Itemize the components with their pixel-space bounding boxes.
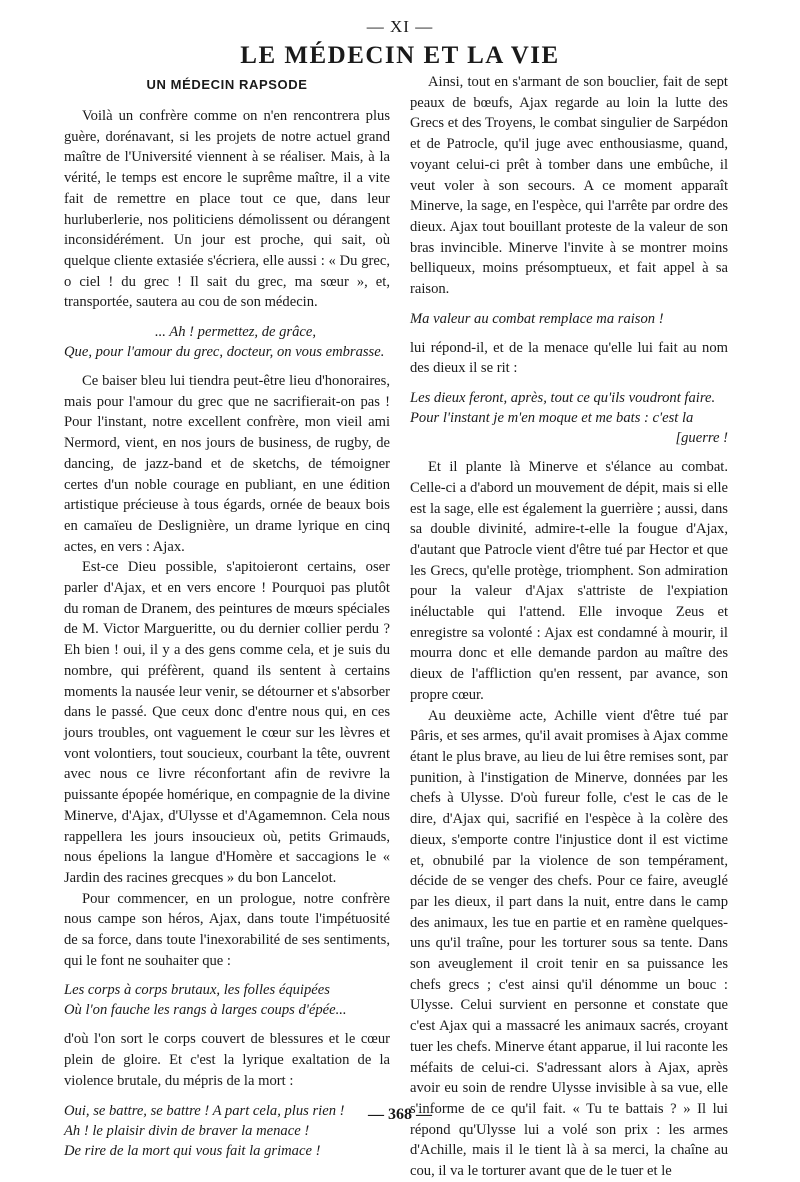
paragraph: Voilà un confrère comme on n'en rencontrera plus guère, dorénavant, si les projets de notre actuel grand maître de l'Université viennent à se réaliser. Mais, à la vérité, le temps est encore le suprême maître, il a vite fait de remettre en place tout ce que, dans leur hurluberlerie, nos politiciens démolissent ou dérangent inconsidérément. Un jour est proche, qui sait, où quelque cliente extasiée s'écriera, elle aussi : « Du grec, o ciel ! du grec ! Il sait du grec, ma sœur », et, transportée, sautera au cou de son médecin. bbox=[64, 108, 390, 311]
verse-line: Oui, se battre, se battre ! A part cela, plus rien ! bbox=[64, 1102, 345, 1119]
section-title: UN MÉDECIN RAPSODE bbox=[146, 77, 308, 92]
verse-line: Les corps à corps brutaux, les folles équipées bbox=[64, 982, 330, 999]
page-footer-number: — 368 — bbox=[368, 1106, 432, 1123]
paragraph: Est-ce Dieu possible, s'apitoieront certains, oser parler d'Ajax, et en vers encore ! Pourquoi pas plutôt du roman de Dranem, des peintures de mœurs spéciales de M. Victor Margueritte, ou du dernier collier perdu ? Eh bien ! oui, il y a des gens comme cela, et je suis du nombre, qui préfèrent, quand ils sentent à certains moments la nausée leur venir, se détourner et s'absorber dans le passé. Que ceux donc d'entre nous qui, en ces jours troubles, ont vaguement le cœur sur les lèvres et vont volontiers, tout soucieux, courbant la tête, ouvrent avec nous ce livre réconfortant afin de revivre la puissante épopée homérique, en compagnie de la divine Minerve, d'Ajax, d'Ulysse et d'Agamemnon. Cela nous rappellera les jours insoucieux où, petits Grimauds, nous épelions la langue d'Homère et saccagions le « Jardin des racines grecques » du bon Lancelot. bbox=[64, 559, 390, 886]
verse-line: [guerre ! bbox=[675, 430, 728, 447]
verse-line: ... Ah ! permettez, de grâce, bbox=[154, 324, 316, 341]
verse-quote bbox=[410, 388, 728, 448]
verse-line: De rire de la mort qui vous fait la grimace ! bbox=[64, 1142, 321, 1159]
verse-quote bbox=[410, 309, 728, 329]
verse-quote bbox=[64, 322, 390, 362]
page-title: LE MÉDECIN ET LA VIE bbox=[240, 42, 560, 69]
paragraph: Pour commencer, en un prologue, notre confrère nous campe son héros, Ajax, dans toute l'impétuosité de sa force, dans toute l'inexorabilité de ses sentiments, qui le font ne souhaiter que : bbox=[64, 890, 390, 969]
verse-line: Que, pour l'amour du grec, docteur, on vous embrasse. bbox=[64, 344, 385, 361]
page-header-number: — XI — bbox=[366, 17, 434, 36]
paragraph: Ainsi, tout en s'armant de son bouclier, fait de sept peaux de bœufs, Ajax regarde au loin la lutte des Grecs et des Troyens, le combat singulier de Sarpédon et de Patrocle, qu'il juge avec enthousiasme, quand, voyant celui-ci prêt à tomber dans une embûche, il veut voler à son secours. A ce moment apparaît Minerve, la sage, en l'espèce, qui l'arrête par ordre des dieux. Ajax tout bouillant proteste de la valeur de son bras invincible. Minerve l'invite à se montrer moins belliqueux, moins présomptueux, et fait appel à sa raison. bbox=[410, 74, 728, 298]
left-column bbox=[64, 106, 390, 1161]
paragraph: d'où l'on sort le corps couvert de blessures et le cœur plein de gloire. Et c'est la lyrique exaltation de la violence brutale, du mépris de la mort : bbox=[64, 1031, 390, 1089]
paragraph: Au deuxième acte, Achille vient d'être tué par Pâris, et ses armes, qu'il avait promises à Ajax comme étant le plus brave, au lieu de lui être remises sont, par punition, à l'instigation de Minerve, données par les chefs à Ulysse. D'où fureur folle, c'est le cas de le dire, d'Ajax qui, sacrifié en l'espèce à la colère des dieux, s'emporte contre l'injustice dont il est victime et, obnubilé par la violence de son tempérament, décide de se venger des chefs. Pour ce faire, aveuglé par les dieux, il part dans la nuit, entre dans le camp des animaux, les tue en partie et en ramène quelques-uns qu'il traîne, pour les torturer sous sa tente. Dans son aveuglement il croit tenir en sa puissance les chefs grecs ; c'est ainsi qu'il dénomme un bouc : Ulysse. Celui survient en personne et constate que c'est Ajax qui a massacré les animaux sacrés, croyant tuer les chefs. Minerve étant apparue, il lui raconte les méfaits de celui-ci. S'adressant alors à Ajax, après avoir eu soin de rendre Ulysse invisible à sa vue, elle s'informe de ce qu'il fait. « Tu te battais ? » Il lui répond qu'Ulysse lui a volé son prix : les armes d'Achille, mais il le tient là à sa merci, la chaîne au cou, il va le torturer avant que de le tuer et le bbox=[410, 707, 728, 1180]
verse-line: Ma valeur au combat remplace ma raison ! bbox=[410, 310, 664, 327]
verse-line: Où l'on fauche les rangs à larges coups d'épée... bbox=[64, 1002, 347, 1019]
paragraph: lui répond-il, et de la menace qu'elle lui fait au nom des dieux il se rit : bbox=[410, 339, 728, 377]
verse-line: Les dieux feront, après, tout ce qu'ils voudront faire. bbox=[410, 390, 716, 407]
verse-line: Pour l'instant je m'en moque et me bats : c'est la bbox=[410, 410, 694, 427]
verse-line: Ah ! le plaisir divin de braver la menace ! bbox=[64, 1122, 310, 1139]
right-column bbox=[410, 72, 728, 1182]
paragraph: Ce baiser bleu lui tiendra peut-être lieu d'honoraires, mais pour l'amour du grec que ne sacrifierait-on pas ! Pour l'instant, notre excellent confrère, mon vieil ami Nermord, vient, en nos jours de business, de rugby, de dancing, de jazz-band et de sketchs, de témoigner certes d'un noble courage en publiant, en une édition artistique précieuse à tous égards, ornée de beaux bois en camaïeu de Deslignière, un drame lyrique en cinq actes, en vers : Ajax. bbox=[64, 373, 390, 555]
verse-quote bbox=[64, 980, 390, 1020]
paragraph: Et il plante là Minerve et s'élance au combat. Celle-ci a d'abord un mouvement de dépit, mais si elle est la sage, elle est également la guerrière ; aussi, dans sa double divinité, admire-t-elle la fougue d'Ajax, d'autant que Patrocle vient d'être tué par Hector et que les Grecs, qu'elle protège, triomphent. Son admiration pour la valeur d'Ajax s'attriste de l'expiation inéluctable qui l'attend. Elle invoque Zeus et enregistre sa volonté : Ajax est condamné à mourir, il mourra donc et elle demande pardon au maître des dieux de l'affliction qu'en ressent, par avance, son propre cœur. bbox=[410, 459, 728, 703]
